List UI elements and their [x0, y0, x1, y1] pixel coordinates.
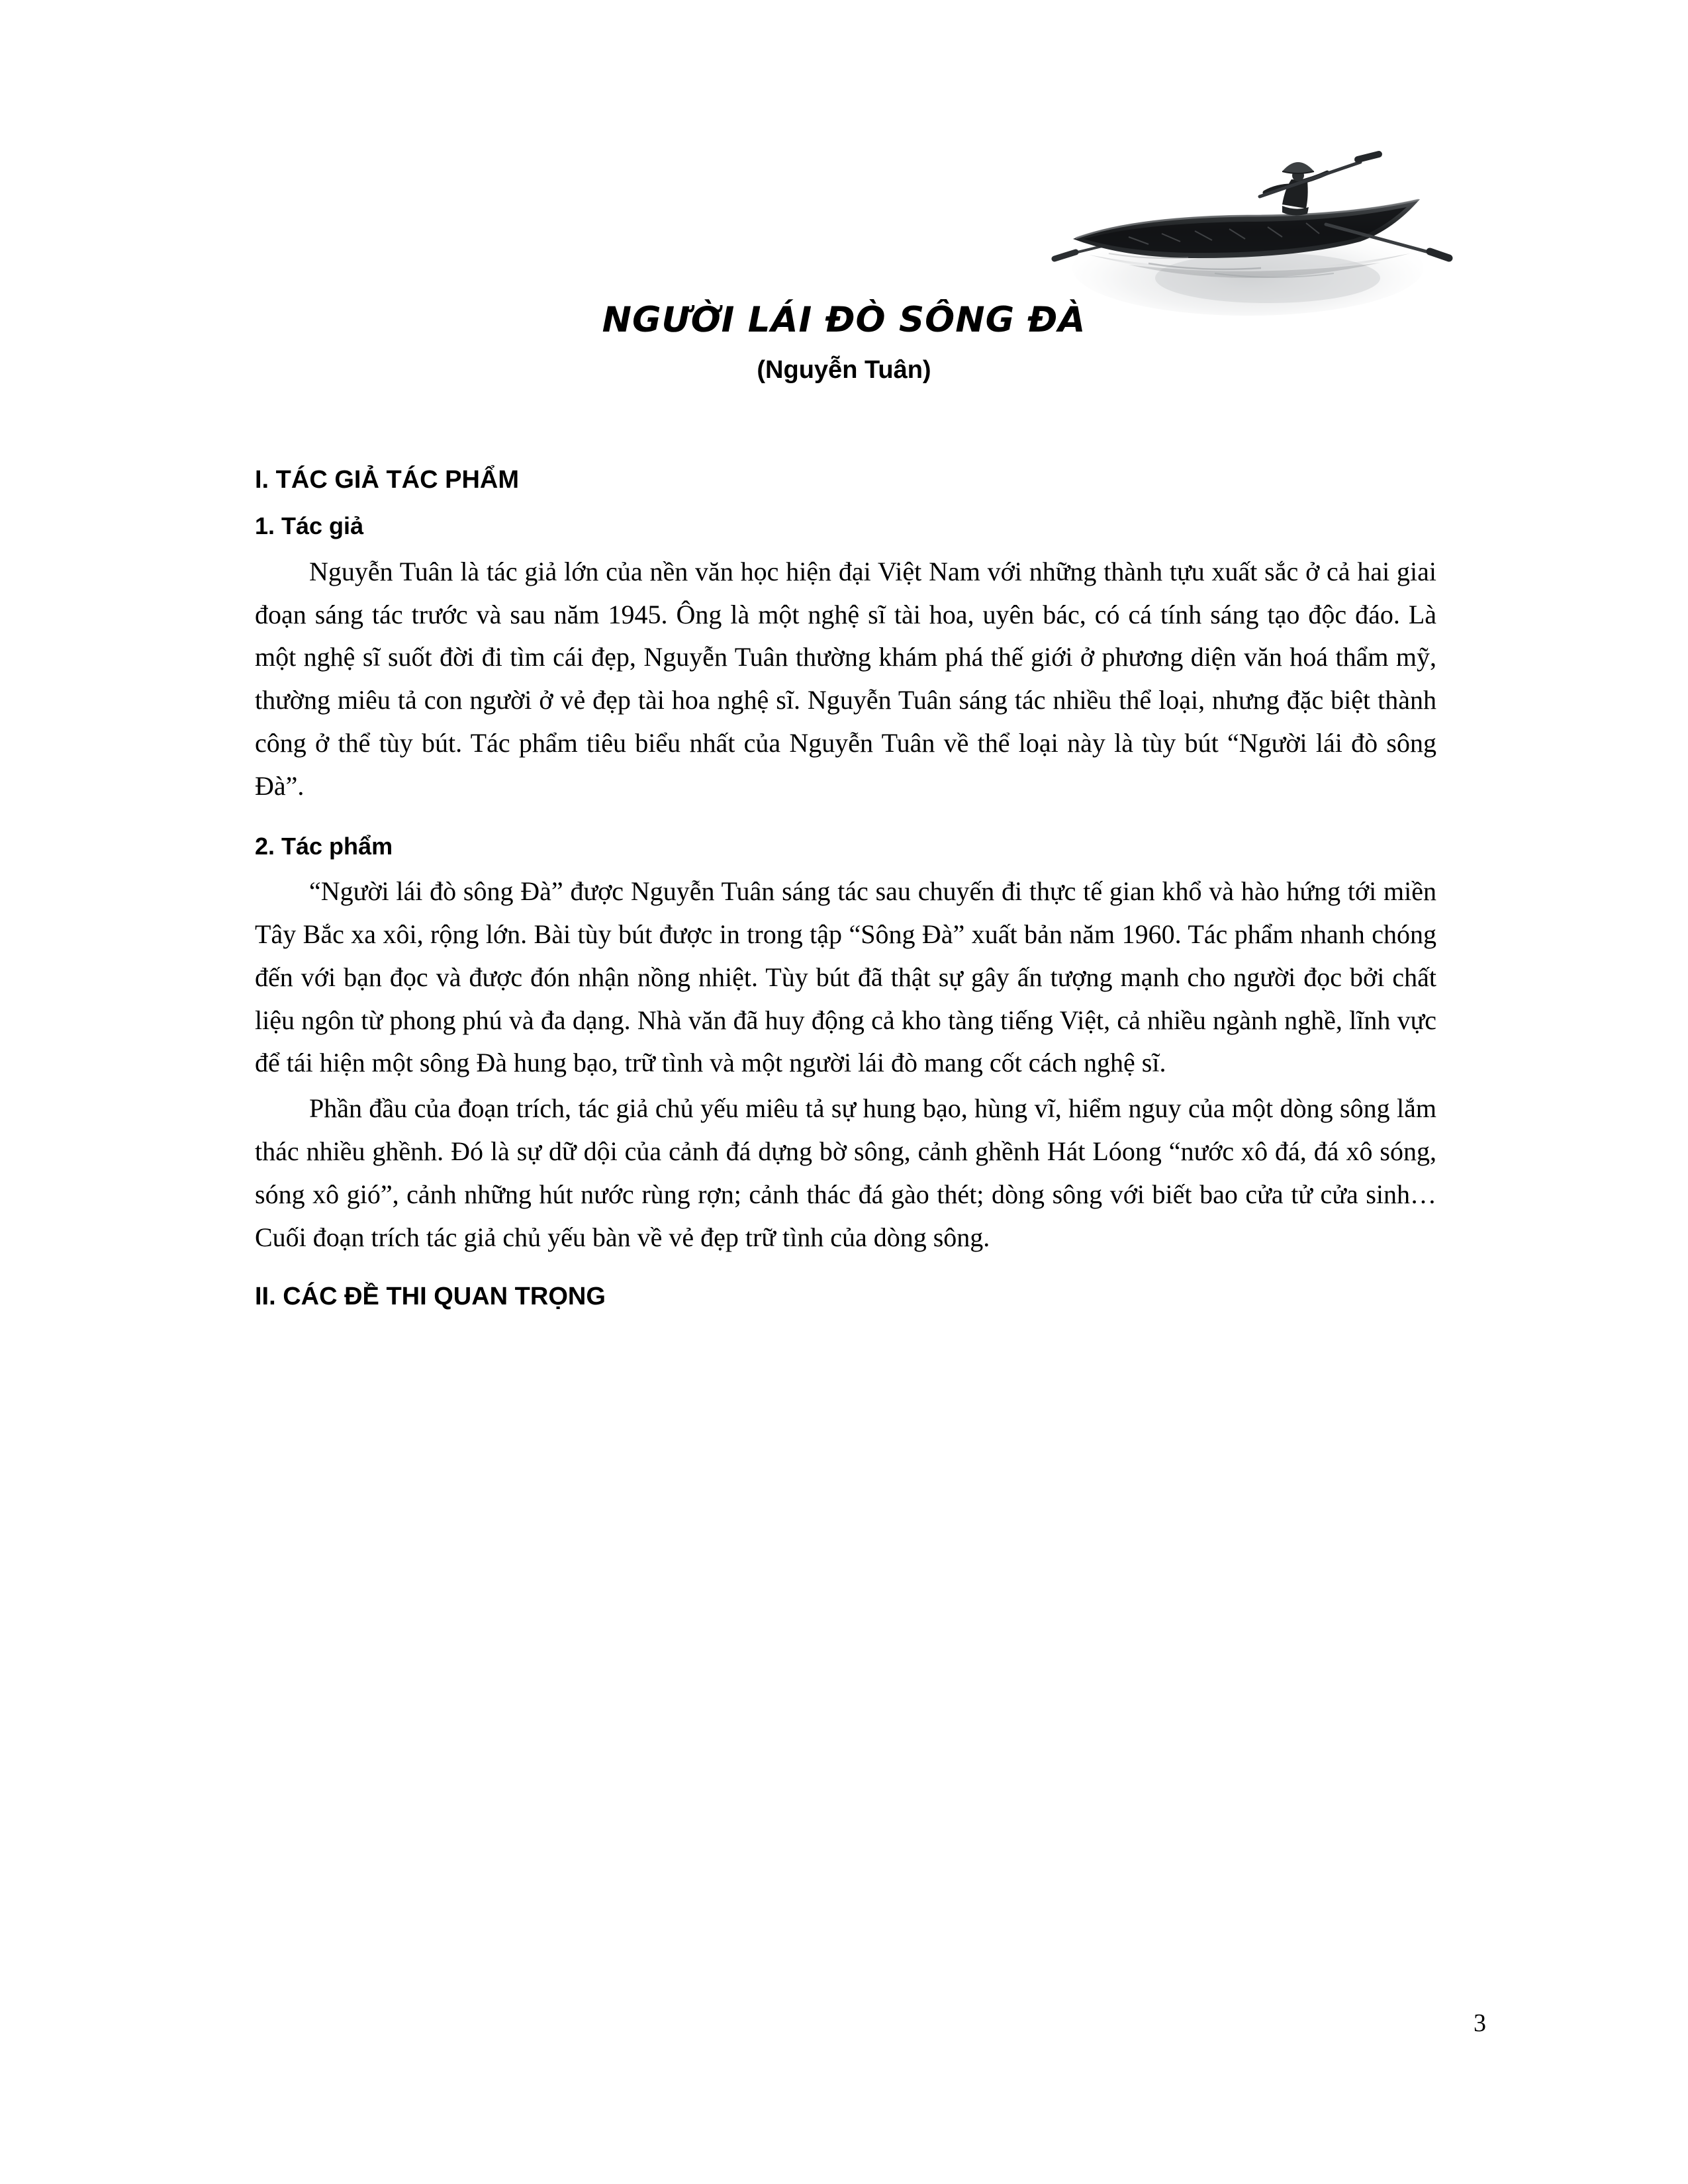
spacer	[255, 1261, 1436, 1280]
section-heading-2: II. CÁC ĐỀ THI QUAN TRỌNG	[255, 1283, 606, 1311]
title-block	[0, 301, 1688, 385]
page-title: NGƯỜI LÁI ĐÒ SÔNG ĐÀ	[602, 300, 1086, 340]
page-number: 3	[1474, 2009, 1486, 2037]
paragraph-work-2: Phần đầu của đoạn trích, tác giả chủ yếu miêu tả sự hung bạo, hùng vĩ, hiểm nguy của một dòng sông lắm thác nhiều ghềnh. Đó là sự dữ dội của cảnh đá dựng bờ sông, cảnh ghềnh Hát Lóong “nước xô đá, đá xô sóng, sóng xô gió”, cảnh những hút nước rùng rợn; cảnh thác đá gào thét; dòng sông với biết bao cửa tử cửa sinh… Cuối đoạn trích tác giả chủ yếu bàn về vẻ đẹp trữ tình của dòng sông.	[255, 1093, 1436, 1252]
paragraph-author-1: Nguyễn Tuân là tác giả lớn của nền văn học hiện đại Việt Nam với những thành tựu xuất sắc ở cả hai giai đoạn sáng tác trước và sau năm 1945. Ông là một nghệ sĩ tài hoa, uyên bác, có cá tính sáng tạo độc đáo. Là một nghệ sĩ suốt đời đi tìm cái đẹp, Nguyễn Tuân thường khám phá thế giới ở phương diện văn hoá thẩm mỹ, thường miêu tả con người ở vẻ đẹp tài hoa nghệ sĩ. Nguyễn Tuân sáng tác nhiều thể loại, nhưng đặc biệt thành công ở thể tùy bút. Tác phẩm tiêu biểu nhất của Nguyễn Tuân về thể loại này là tùy bút “Người lái đò sông Đà”.	[255, 556, 1436, 801]
section-heading-1: I. TÁC GIẢ TÁC PHẨM	[255, 466, 519, 494]
subsection-heading-author: 1. Tác giả	[255, 512, 364, 540]
page-subtitle-author: (Nguyễn Tuân)	[757, 356, 931, 385]
paragraph-work-1: “Người lái đò sông Đà” được Nguyễn Tuân sáng tác sau chuyến đi thực tế gian khổ và hào hứng tới miền Tây Bắc xa xôi, rộng lớn. Bài tùy bút được in trong tập “Sông Đà” xuất bản năm 1960. Tác phẩm nhanh chóng đến với bạn đọc và được đón nhận nồng nhiệt. Tùy bút đã thật sự gây ấn tượng mạnh cho người đọc bởi chất liệu ngôn từ phong phú và đa dạng. Nhà văn đã huy động cả kho tàng tiếng Việt, cả nhiều ngành nghề, lĩnh vực để tái hiện một sông Đà hung bạo, trữ tình và một người lái đò mang cốt cách nghệ sĩ.	[255, 876, 1436, 1078]
document-body	[255, 463, 1436, 1328]
spacer	[255, 811, 1436, 821]
subsection-heading-work: 2. Tác phẩm	[255, 832, 393, 860]
